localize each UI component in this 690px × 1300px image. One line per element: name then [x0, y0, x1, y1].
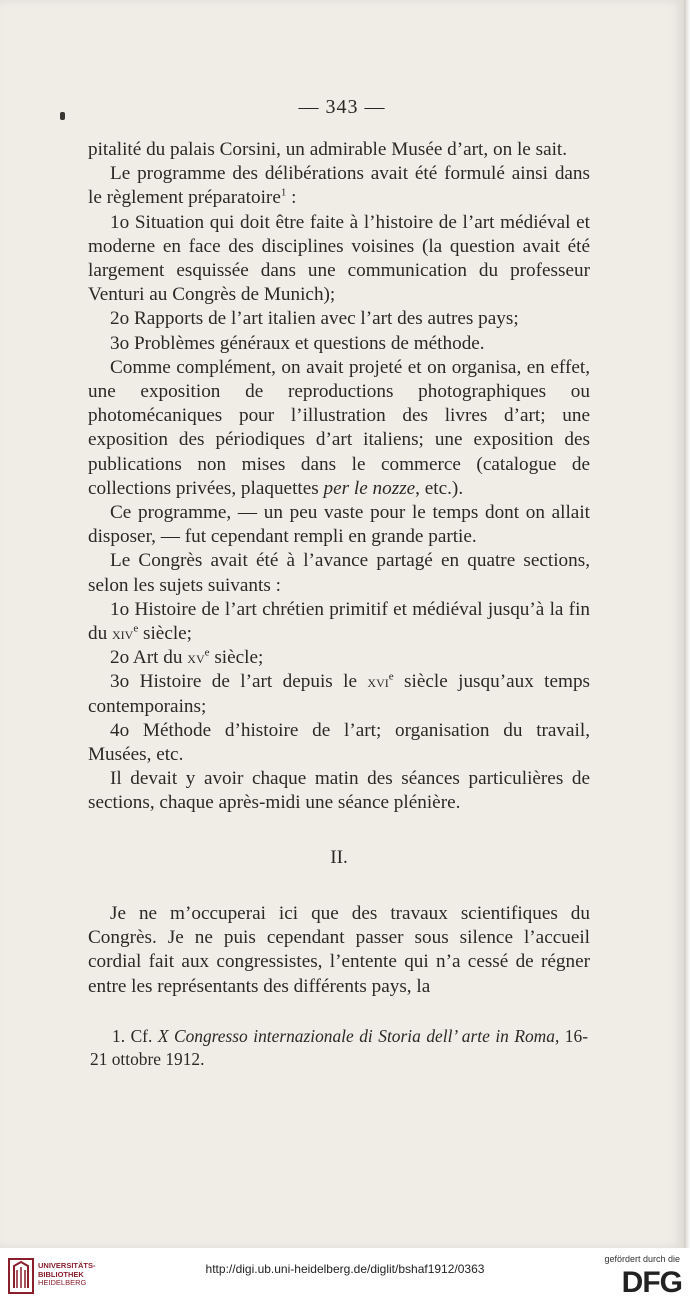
body-text: [88, 138, 590, 999]
paragraph: Je ne m’occuperai ici que des travaux scientifiques du Congrès. Je ne puis cependant passer sous silence l’accueil cordial fait aux congressistes, l’entente qui n’a cessé de régner entre les représentants des différents pays, la: [88, 902, 590, 997]
paragraph-text: :: [286, 187, 297, 209]
paragraph: Ce programme, — un peu vaste pour le temps dont on allait disposer, — fut cependant rempli en grande partie.: [88, 502, 590, 548]
institution-line: BIBLIOTHEK: [38, 1269, 84, 1279]
superscript: e: [204, 646, 210, 659]
funding-caption: gefördert durch die: [604, 1254, 680, 1264]
italic-phrase: per le nozze: [323, 477, 416, 499]
century-numeral: xvi: [367, 672, 389, 692]
paragraph: 2o Rapports de l’art italien avec l’art des autres pays;: [110, 308, 519, 330]
paragraph: Le Congrès avait été à l’avance partagé en quatre sections, selon les sujets suivants :: [88, 550, 590, 596]
paragraph-text: siècle;: [209, 647, 264, 669]
paragraph: [88, 162, 590, 210]
footnote-text: 1. Cf.: [112, 1026, 158, 1046]
paragraph: Il devait y avoir chaque matin des séances particulières de sections, chaque après-midi une séance plénière.: [88, 768, 590, 814]
dfg-logo[interactable]: DFG: [621, 1266, 682, 1299]
paragraph: pitalité du palais Corsini, un admirable Musée d’art, on le sait.: [88, 139, 568, 160]
footnote: [90, 1025, 588, 1071]
footnote-text: , 16-21 ottobre 1912.: [90, 1026, 588, 1069]
paragraph-text: siècle jusqu’aux temps contemporains;: [88, 671, 591, 717]
superscript: e: [133, 622, 139, 635]
paragraph: 3o Problèmes généraux et questions de méthode.: [110, 332, 485, 354]
paragraph: [88, 598, 590, 646]
paragraph-text: siècle;: [138, 623, 193, 645]
paragraph-text: Le programme des délibérations avait été formulé ainsi dans le règlement préparatoire: [88, 163, 590, 209]
paragraph: [88, 646, 590, 670]
paragraph-text: , etc.).: [415, 477, 464, 499]
paragraph-text: 3o Histoire de l’art depuis le: [110, 671, 358, 693]
page-edge: [684, 0, 690, 1248]
footnote-title: X Congresso internazionale di Storia dell’ arte in Roma: [157, 1026, 555, 1046]
paragraph: 4o Méthode d’histoire de l’art; organisation du travail, Musées, etc.: [88, 719, 590, 766]
paragraph: 1o Situation qui doit être faite à l’histoire de l’art médiéval et moderne en face des disciplines voisines (la question avait été largement esquissée dans une communication du professeur Venturi au Congrès de Munich);: [88, 211, 590, 306]
century-numeral: xiv: [111, 624, 134, 644]
page-number: — 343 —: [298, 96, 386, 118]
paragraph-text: Comme complément, on avait projeté et on organisa, en effet, une exposition de reproductions photographiques ou photomécaniques pour l’illustration des livres d’art; une exposition des périodiques d’art italiens; une exposition des publications non mises dans le commerce (catalogue de collections privées, plaquettes: [88, 356, 590, 499]
institution-line: HEIDELBERG: [38, 1278, 87, 1287]
paragraph-text: 2o Art du: [110, 647, 183, 669]
paragraph: [88, 356, 590, 501]
footnote-ref[interactable]: 1: [280, 187, 287, 200]
paragraph: [88, 670, 590, 718]
century-numeral: xv: [187, 648, 205, 668]
permalink-url[interactable]: http://digi.ub.uni-heidelberg.de/diglit/bshaf1912/0363: [205, 1262, 485, 1276]
superscript: e: [388, 671, 394, 684]
paragraph-text: 1o Histoire de l’art chrétien primitif et médiéval jusqu’à la fin du: [88, 598, 590, 645]
section-heading: II.: [330, 846, 348, 868]
institution-line: UNIVERSITÄTS-: [38, 1261, 96, 1270]
